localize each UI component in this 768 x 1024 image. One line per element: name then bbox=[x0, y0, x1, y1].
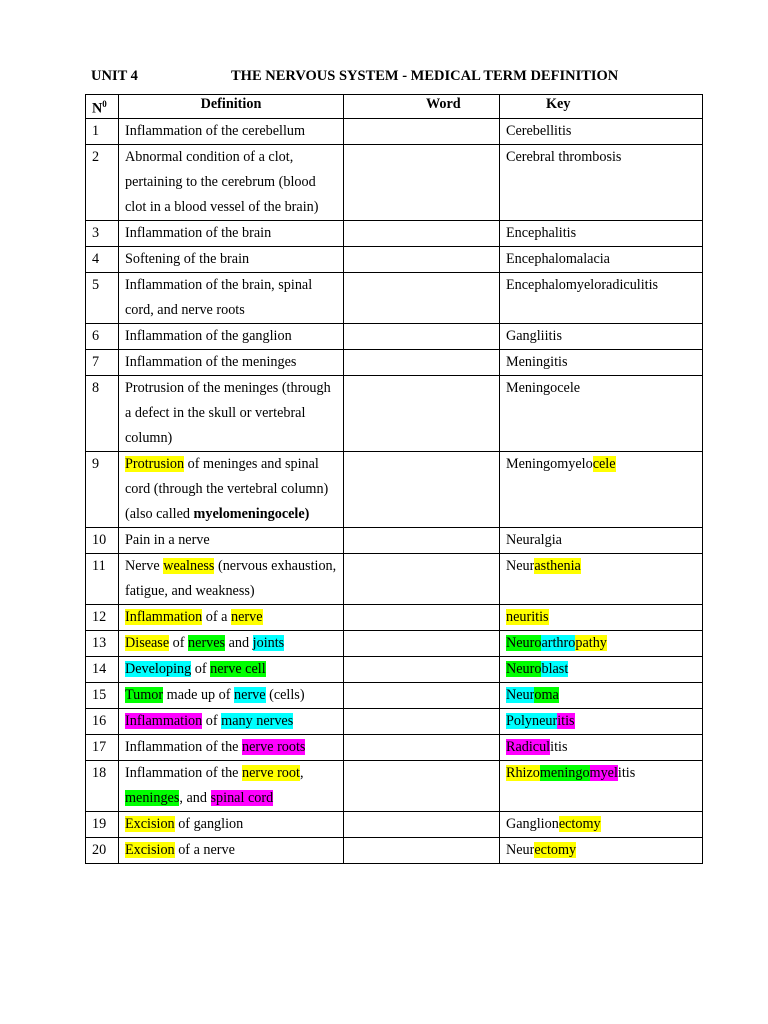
key-segment: Encephalitis bbox=[506, 225, 577, 241]
definition-segment: Pain in a nerve bbox=[125, 532, 210, 548]
word-cell[interactable] bbox=[344, 119, 500, 145]
definition-segment: Inflammation of the brain, spinal cord, and nerve roots bbox=[125, 277, 313, 318]
definition-segment: many nerves bbox=[221, 713, 294, 729]
col-header-num: $N^0$ bbox=[86, 95, 119, 119]
word-cell[interactable] bbox=[344, 605, 500, 631]
definition-segment: Inflammation of the brain bbox=[125, 225, 272, 241]
key-segment: Meningocele bbox=[506, 380, 581, 396]
row-number: 3 bbox=[86, 221, 119, 247]
table-row bbox=[86, 605, 703, 631]
definition-cell bbox=[119, 221, 344, 247]
definition-segment: nerve bbox=[234, 687, 266, 703]
definition-cell bbox=[119, 761, 344, 812]
key-cell bbox=[500, 324, 703, 350]
row-number: 12 bbox=[86, 605, 119, 631]
key-cell bbox=[500, 812, 703, 838]
definition-segment: Excision bbox=[125, 842, 175, 858]
definition-cell bbox=[119, 376, 344, 452]
definition-segment: myelomeningocele) bbox=[193, 506, 310, 522]
key-segment: meningo bbox=[539, 765, 590, 781]
definition-segment: nerves bbox=[188, 635, 226, 651]
word-cell[interactable] bbox=[344, 735, 500, 761]
key-segment: ectomy bbox=[534, 842, 577, 858]
table-row bbox=[86, 376, 703, 452]
definition-cell bbox=[119, 119, 344, 145]
word-cell[interactable] bbox=[344, 709, 500, 735]
word-cell[interactable] bbox=[344, 324, 500, 350]
word-cell[interactable] bbox=[344, 631, 500, 657]
page-title: THE NERVOUS SYSTEM - MEDICAL TERM DEFINITION bbox=[231, 68, 619, 84]
definition-cell bbox=[119, 145, 344, 221]
key-segment: Neur bbox=[506, 558, 535, 574]
key-segment: Neur bbox=[506, 842, 535, 858]
row-number: 8 bbox=[86, 376, 119, 452]
definition-segment: Protrusion of the meninges (through a defect in the skull or vertebral column) bbox=[125, 380, 331, 446]
key-segment: Polyneur bbox=[506, 713, 558, 729]
definition-segment: of meninges and spinal cord (through the vertebral column) (also called bbox=[125, 456, 329, 522]
definition-segment: Abnormal condition of a clot, pertaining to the cerebrum (blood clot in a blood vessel of the brain) bbox=[125, 149, 319, 215]
key-segment: Radicul bbox=[506, 739, 551, 755]
definition-cell bbox=[119, 528, 344, 554]
definition-segment: spinal cord bbox=[210, 790, 274, 806]
definition-segment: Disease bbox=[125, 635, 170, 651]
row-number: 4 bbox=[86, 247, 119, 273]
table-row bbox=[86, 145, 703, 221]
key-cell bbox=[500, 247, 703, 273]
key-segment: neuritis bbox=[506, 609, 549, 625]
definition-cell bbox=[119, 657, 344, 683]
key-cell bbox=[500, 376, 703, 452]
definition-segment: nerve root bbox=[242, 765, 300, 781]
table-header-row bbox=[86, 95, 703, 119]
row-number: 2 bbox=[86, 145, 119, 221]
table-row bbox=[86, 452, 703, 528]
definition-segment: Nerve bbox=[125, 558, 164, 574]
row-number: 5 bbox=[86, 273, 119, 324]
key-segment: Cerebellitis bbox=[506, 123, 572, 139]
word-cell[interactable] bbox=[344, 657, 500, 683]
row-number: 14 bbox=[86, 657, 119, 683]
definition-segment: Tumor bbox=[125, 687, 164, 703]
key-segment: Cerebral thrombosis bbox=[506, 149, 622, 165]
row-number: 1 bbox=[86, 119, 119, 145]
definition-segment: Softening of the brain bbox=[125, 251, 250, 267]
definition-cell bbox=[119, 350, 344, 376]
key-segment: Meningitis bbox=[506, 354, 568, 370]
definition-segment: Inflammation bbox=[125, 609, 203, 625]
key-cell bbox=[500, 657, 703, 683]
key-segment: Neuro bbox=[506, 661, 542, 677]
table-row bbox=[86, 838, 703, 864]
definition-cell bbox=[119, 812, 344, 838]
word-cell[interactable] bbox=[344, 528, 500, 554]
definition-segment: of bbox=[169, 635, 189, 651]
table-row bbox=[86, 324, 703, 350]
key-cell bbox=[500, 735, 703, 761]
row-number: 11 bbox=[86, 554, 119, 605]
definition-cell bbox=[119, 273, 344, 324]
table-row bbox=[86, 709, 703, 735]
page-header bbox=[0, 68, 768, 88]
key-segment: Rhizo bbox=[506, 765, 540, 781]
word-cell[interactable] bbox=[344, 376, 500, 452]
col-header-word: Word bbox=[344, 95, 500, 119]
table-row bbox=[86, 631, 703, 657]
definition-cell bbox=[119, 605, 344, 631]
key-segment: Encephalomyeloradiculitis bbox=[506, 277, 659, 293]
key-cell bbox=[500, 838, 703, 864]
row-number: 17 bbox=[86, 735, 119, 761]
key-cell bbox=[500, 761, 703, 812]
key-segment: Neuralgia bbox=[506, 532, 562, 548]
definition-segment: and bbox=[225, 635, 253, 651]
key-segment: asthenia bbox=[534, 558, 581, 574]
unit-label: UNIT 4 bbox=[91, 68, 138, 84]
key-segment: Gangliitis bbox=[506, 328, 562, 344]
definition-segment: Inflammation of the bbox=[125, 765, 243, 781]
row-number: 18 bbox=[86, 761, 119, 812]
row-number: 7 bbox=[86, 350, 119, 376]
key-cell bbox=[500, 631, 703, 657]
table-row bbox=[86, 657, 703, 683]
key-segment: myel bbox=[589, 765, 618, 781]
key-cell bbox=[500, 528, 703, 554]
definition-segment: of bbox=[191, 661, 211, 677]
key-segment: arthro bbox=[541, 635, 576, 651]
table-row bbox=[86, 528, 703, 554]
table-row bbox=[86, 247, 703, 273]
row-number: 9 bbox=[86, 452, 119, 528]
definition-segment: of a bbox=[202, 609, 231, 625]
table-row bbox=[86, 554, 703, 605]
table-row bbox=[86, 273, 703, 324]
key-segment: Meningomyelo bbox=[506, 456, 593, 472]
key-cell bbox=[500, 605, 703, 631]
key-cell bbox=[500, 221, 703, 247]
definition-segment: (cells) bbox=[265, 687, 305, 703]
table-row bbox=[86, 119, 703, 145]
definition-segment: Inflammation of the meninges bbox=[125, 354, 297, 370]
definition-segment: wealness bbox=[163, 558, 215, 574]
word-cell[interactable] bbox=[344, 350, 500, 376]
word-cell[interactable] bbox=[344, 838, 500, 864]
definition-segment: (nervous exhaustion, fatigue, and weakness) bbox=[125, 558, 337, 599]
definition-segment: Inflammation bbox=[125, 713, 203, 729]
col-header-key: Key bbox=[500, 95, 703, 119]
word-cell[interactable] bbox=[344, 761, 500, 812]
key-cell bbox=[500, 683, 703, 709]
definition-segment: joints bbox=[252, 635, 285, 651]
row-number: 6 bbox=[86, 324, 119, 350]
key-segment: Neuro bbox=[506, 635, 542, 651]
key-cell bbox=[500, 273, 703, 324]
definition-segment: Inflammation of the cerebellum bbox=[125, 123, 306, 139]
table-row bbox=[86, 761, 703, 812]
word-cell[interactable] bbox=[344, 221, 500, 247]
definition-segment: nerve cell bbox=[210, 661, 266, 677]
definition-segment: Inflammation of the bbox=[125, 739, 243, 755]
definition-cell bbox=[119, 452, 344, 528]
key-cell bbox=[500, 709, 703, 735]
key-cell bbox=[500, 145, 703, 221]
word-cell[interactable] bbox=[344, 273, 500, 324]
definition-segment: nerve bbox=[231, 609, 263, 625]
table-row bbox=[86, 735, 703, 761]
key-segment: Neur bbox=[506, 687, 535, 703]
key-segment: itis bbox=[557, 713, 575, 729]
table-row bbox=[86, 812, 703, 838]
definition-cell bbox=[119, 683, 344, 709]
row-number: 19 bbox=[86, 812, 119, 838]
definition-segment: , and bbox=[179, 790, 211, 806]
row-number: 15 bbox=[86, 683, 119, 709]
table-row bbox=[86, 683, 703, 709]
col-header-definition: Definition bbox=[119, 95, 344, 119]
definition-cell bbox=[119, 631, 344, 657]
word-cell[interactable] bbox=[344, 145, 500, 221]
key-segment: ectomy bbox=[558, 816, 601, 832]
row-number: 20 bbox=[86, 838, 119, 864]
definition-cell bbox=[119, 247, 344, 273]
word-cell[interactable] bbox=[344, 554, 500, 605]
definition-cell bbox=[119, 709, 344, 735]
row-number: 16 bbox=[86, 709, 119, 735]
definition-cell bbox=[119, 838, 344, 864]
key-cell bbox=[500, 554, 703, 605]
row-number: 10 bbox=[86, 528, 119, 554]
definition-segment: of a nerve bbox=[174, 842, 235, 858]
definition-segment: made up of bbox=[163, 687, 235, 703]
definition-cell bbox=[119, 554, 344, 605]
definition-cell bbox=[119, 324, 344, 350]
definition-segment: , bbox=[299, 765, 304, 781]
key-segment: itis bbox=[617, 765, 636, 781]
key-segment: pathy bbox=[575, 635, 607, 651]
key-segment: cele bbox=[592, 456, 616, 472]
definition-segment: Protrusion bbox=[125, 456, 185, 472]
key-segment: oma bbox=[534, 687, 559, 703]
definition-segment: nerve roots bbox=[242, 739, 306, 755]
word-cell[interactable] bbox=[344, 247, 500, 273]
definition-segment: meninges bbox=[125, 790, 180, 806]
table-row bbox=[86, 221, 703, 247]
word-cell[interactable] bbox=[344, 452, 500, 528]
word-cell[interactable] bbox=[344, 812, 500, 838]
key-segment: Ganglion bbox=[506, 816, 559, 832]
definition-segment: of bbox=[202, 713, 222, 729]
key-cell bbox=[500, 452, 703, 528]
key-cell bbox=[500, 350, 703, 376]
key-segment: Encephalomalacia bbox=[506, 251, 610, 267]
definition-segment: of ganglion bbox=[174, 816, 244, 832]
definition-segment: Inflammation of the ganglion bbox=[125, 328, 292, 344]
row-number: 13 bbox=[86, 631, 119, 657]
table-row bbox=[86, 350, 703, 376]
definition-segment: Excision bbox=[125, 816, 175, 832]
definition-segment: Developing bbox=[125, 661, 192, 677]
key-segment: blast bbox=[541, 661, 569, 677]
key-segment: itis bbox=[550, 739, 568, 755]
term-table bbox=[85, 94, 703, 864]
word-cell[interactable] bbox=[344, 683, 500, 709]
definition-cell bbox=[119, 735, 344, 761]
key-cell bbox=[500, 119, 703, 145]
